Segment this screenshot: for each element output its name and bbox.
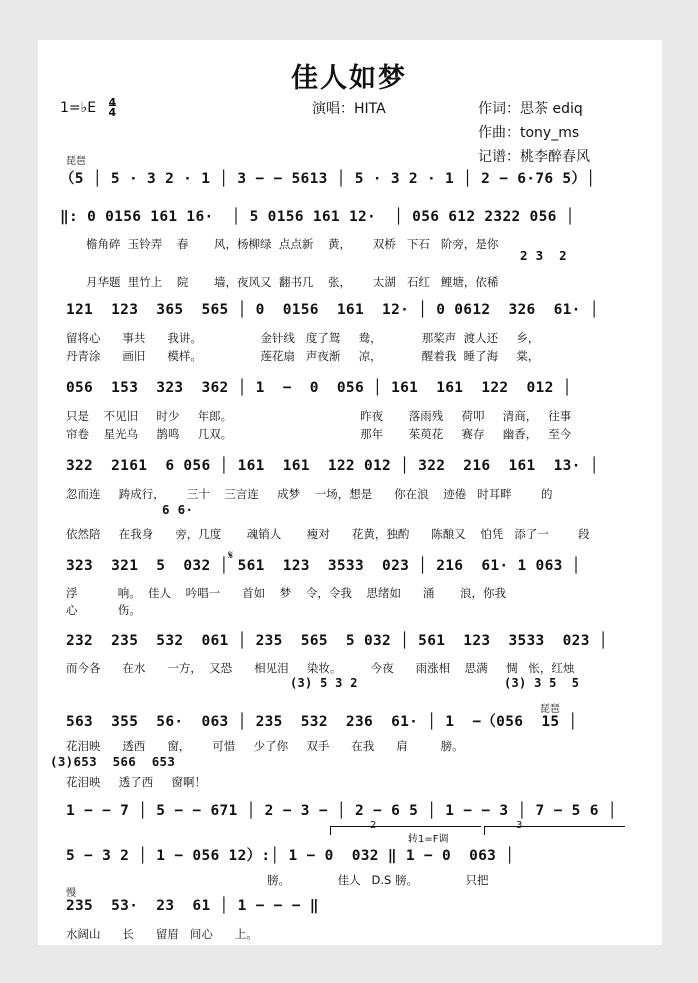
lyric-line: 月华题 里竹上 院 墙，夜风又 翻书几 张， 太湖 石红 鲤塘，依稀 <box>86 275 499 289</box>
singer-credit: 演唱：HITA <box>312 101 386 117</box>
lyric-line: 留将心 事共 我讲。 金针线 度了鸳 鸯， 那桨声 渡人还 乡， <box>66 331 540 345</box>
harmony-notes: 6 6· <box>162 502 194 517</box>
key-signature: 1=♭E 4 4 <box>60 96 117 119</box>
lyric-line: 花泪映 透西 窗， 可惜 少了你 双手 在我 肩 膀。 <box>66 739 464 753</box>
tempo-mark: 慢 <box>66 888 76 899</box>
lyric-line: 花泪映 透了西 窗啊！ <box>66 775 207 789</box>
modulation-mark: 转1=F调 <box>408 834 449 845</box>
harmony-notes: (3)653 566 653 <box>50 754 176 769</box>
notes-line: 235 53· 23 61 │ 1 − − − ‖ <box>66 898 319 914</box>
lyric-line: 浮 响。 佳人 吟唱一 首如 梦 令，令我 思绪如 涌 浪，你我 <box>66 586 506 600</box>
lyricist-credit: 作词：思茶 ediq <box>478 101 583 117</box>
notes-line: 5 − 3 2 │ 1 − 056 12）:│ 1 − 0 032 ‖ 1 − 0 063 │ <box>66 848 515 864</box>
lyric-line: 而今各 在水 一方， 又恐 相见泪 染妆。 今夜 雨涨相 思满 惆 怅，红烛 <box>66 661 575 675</box>
lyric-line: 只是 不见旧 时少 年郎。 昨夜 落雨残 荷叩 清商， 往事 <box>66 409 572 423</box>
composer-credit: 作曲：tony_ms <box>478 125 580 141</box>
harmony-notes: 2 3 2 <box>520 248 567 263</box>
notes-line: 563 355 56· 063 │ 235 532 236 61· │ 1 −（056 15 │ <box>66 714 578 730</box>
pipa-mark: 琵琶 <box>540 704 560 715</box>
lyric-line: 帘卷 星光乌 鹊鸣 几双。 那年 茱萸花 赛存 幽香， 至今 <box>66 427 572 441</box>
notes-line: 323 321 5 032 │ 561 123 3533 023 │ 216 61· 1 063 │ <box>66 558 581 574</box>
lyric-line: 檐角碎 玉铃弄 春 风，杨柳绿 点点新 黄， 双桥 下石 阶旁，是你 <box>86 237 499 251</box>
volta-bracket <box>330 826 481 835</box>
notes-line: 056 153 323 362 │ 1 − 0 056 │ 161 161 122 012 │ <box>66 380 572 396</box>
lyric-line: 水阔山 长 留眉 间心 上。 <box>66 927 258 941</box>
harmony-notes: (3) 3 5 5 <box>504 676 580 690</box>
notes-line: （5 │ 5 · 3 2 · 1 │ 3 − − 5613 │ 5 · 3 2 · 1 │ 2 − 6·76 5）│ <box>60 171 596 187</box>
lyric-line: 膀。 佳人 D.S 膀。 只把 <box>66 873 489 887</box>
transcriber-credit: 记谱：桃李醉春风 <box>478 149 590 165</box>
harmony-notes: (3) 5 3 2 <box>290 676 358 690</box>
volta-number: 3 <box>516 820 523 831</box>
lyric-line: 忽而连 踌成行， 三十 三言连 成梦 一场，想是 你在浪 迹倦 时耳畔 的 <box>66 487 553 501</box>
volta-bracket <box>484 826 625 835</box>
lyric-line: 依然陪 在我身 旁，几度 魂销人 瘦对 花黄，独酌 陈酿又 怕凭 添了一 段 <box>66 527 590 541</box>
lyric-line: 丹青涂 画旧 模样。 莲花扇 声夜渐 凉， 醒着我 睡了海 棠， <box>66 349 540 363</box>
notes-line: 232 235 532 061 │ 235 565 5 032 │ 561 123 3533 023 │ <box>66 633 608 649</box>
lyric-line: 心 伤。 <box>66 603 141 617</box>
notes-line: ‖: 0 0156 161 16· │ 5 0156 161 12· │ 056 612 2322 056 │ <box>60 209 575 225</box>
time-signature: 4 4 <box>108 96 117 119</box>
segno-mark: 𝄋 <box>228 548 234 562</box>
notes-line: 121 123 365 565 │ 0 0156 161 12· │ 0 0612 326 61· │ <box>66 302 599 318</box>
volta-number: 2 <box>370 820 377 831</box>
notes-line: 1 − − 7 │ 5 − − 671 │ 2 − 3 − │ 2 − 6 5 │ 1 − − 3 │ 7 − 5 6 │ <box>66 803 617 819</box>
pipa-mark: 琵琶 <box>66 156 86 167</box>
song-title: 佳人如梦 <box>291 63 407 94</box>
notes-line: 322 2161 6 056 │ 161 161 122 012 │ 322 216 161 13· │ <box>66 458 599 474</box>
